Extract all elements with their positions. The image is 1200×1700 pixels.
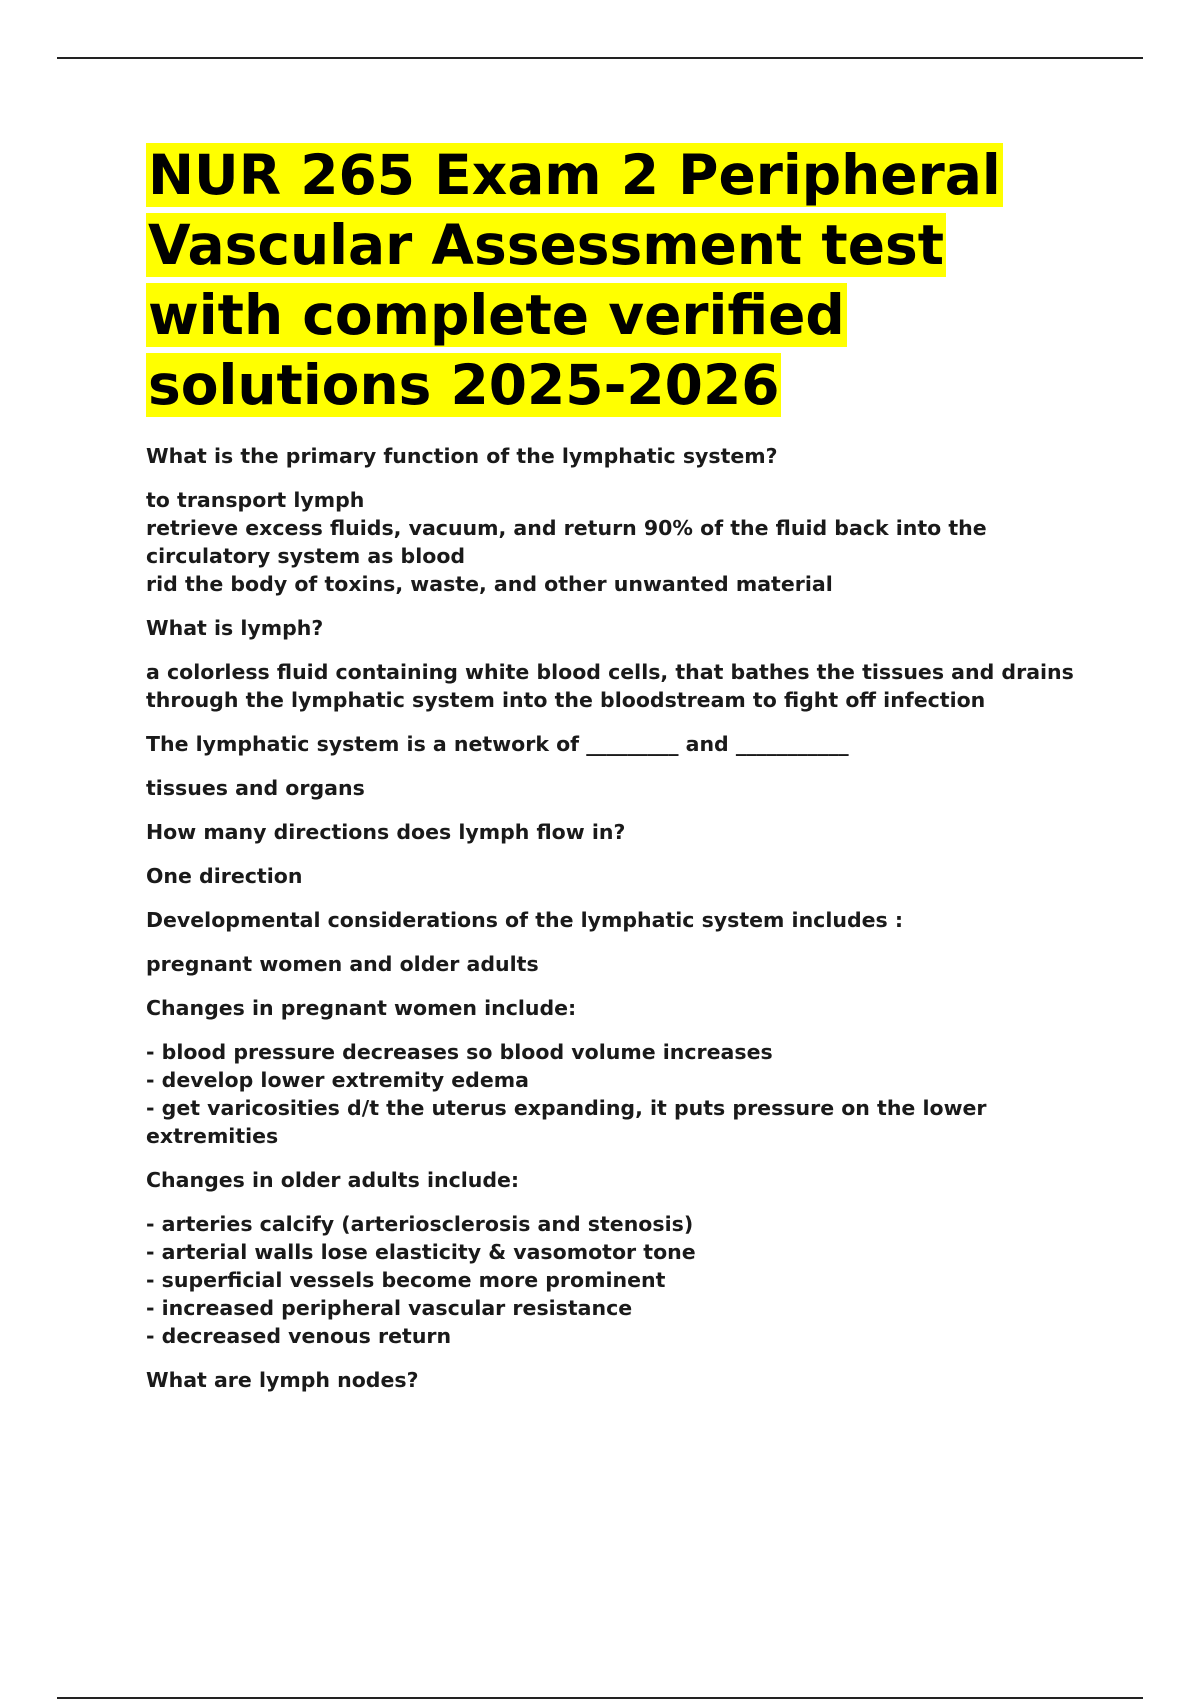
answer (146, 658, 1076, 714)
answer-line: - superficial vessels become more prominent (146, 1268, 666, 1292)
answer-line: - decreased venous return (146, 1324, 452, 1348)
question: Changes in older adults include: (146, 1168, 520, 1192)
document-title (146, 140, 1076, 420)
question: How many directions does lymph flow in? (146, 820, 626, 844)
answer-line: - get varicosities d/t the uterus expanding, it puts pressure on the lower extremities (146, 1096, 987, 1148)
question: What is the primary function of the lymphatic system? (146, 444, 778, 468)
top-rule (57, 57, 1143, 59)
question: The lymphatic system is a network of _________ and ___________ (146, 732, 849, 756)
answer-line: - arterial walls lose elasticity & vasomotor tone (146, 1240, 696, 1264)
bottom-rule (57, 1697, 1143, 1699)
answer-line: One direction (146, 864, 303, 888)
question: Changes in pregnant women include: (146, 996, 577, 1020)
title-highlight: NUR 265 Exam 2 Peripheral Vascular Assessment test with complete verified solutions 2025-2026 (148, 143, 1001, 417)
answer (146, 774, 1076, 802)
answer (146, 862, 1076, 890)
question: What are lymph nodes? (146, 1368, 419, 1392)
answer (146, 486, 1076, 598)
answer (146, 1038, 1076, 1150)
answer-line: - develop lower extremity edema (146, 1068, 529, 1092)
question: What is lymph? (146, 616, 324, 640)
document-body (146, 140, 1076, 1410)
question: Developmental considerations of the lymphatic system includes : (146, 908, 904, 932)
answer-line: - blood pressure decreases so blood volume increases (146, 1040, 773, 1064)
answer-line: - arteries calcify (arteriosclerosis and stenosis) (146, 1212, 694, 1236)
answer-line: retrieve excess fluids, vacuum, and return 90% of the fluid back into the circulatory system as blood (146, 516, 987, 568)
answer-line: - increased peripheral vascular resistance (146, 1296, 633, 1320)
answer-line: rid the body of toxins, waste, and other unwanted material (146, 572, 833, 596)
answer-line: pregnant women and older adults (146, 952, 539, 976)
answer-line: tissues and organs (146, 776, 365, 800)
qa-list (146, 442, 1076, 1394)
answer (146, 950, 1076, 978)
answer-line: to transport lymph (146, 488, 365, 512)
answer (146, 1210, 1076, 1350)
answer-line: a colorless fluid containing white blood cells, that bathes the tissues and drains through the lymphatic system into the bloodstream to fight off infection (146, 660, 1074, 712)
